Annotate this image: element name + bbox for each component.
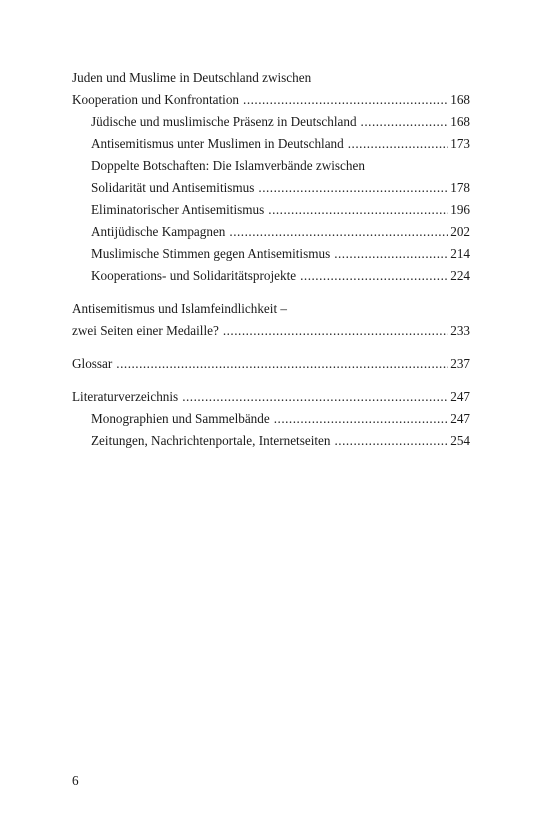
toc-entry-title-line: Eliminatorischer Antisemitismus — [91, 202, 265, 217]
toc-entry[interactable] — [72, 133, 470, 155]
toc-entry-title-line: Monographien und Sammelbände — [91, 411, 270, 426]
table-of-contents — [72, 67, 470, 452]
toc-entry-title-line: Muslimische Stimmen gegen Antisemitismus — [91, 246, 331, 261]
toc-entry-title-line: Antisemitismus unter Muslimen in Deutschland — [91, 136, 344, 151]
toc-page-number: 196 — [450, 202, 470, 217]
dot-leader — [229, 221, 448, 243]
toc-entry-title-line: Glossar — [72, 356, 113, 371]
toc-entry-title-line: Doppelte Botschaften: Die Islamverbände zwischen — [91, 158, 365, 173]
toc-entry-title-line: Kooperations- und Solidaritätsprojekte — [91, 268, 297, 283]
toc-entry-title-line: Solidarität und Antisemitismus — [91, 180, 255, 195]
toc-entry-title-line: Juden und Muslime in Deutschland zwischen — [72, 70, 312, 85]
dot-leader — [116, 353, 448, 375]
toc-entry-title-line: zwei Seiten einer Medaille? — [72, 323, 219, 338]
toc-page-number: 178 — [450, 180, 470, 195]
toc-page-number: 254 — [450, 433, 470, 448]
dot-leader — [268, 199, 448, 221]
dot-leader — [348, 133, 448, 155]
toc-entry-title-line: Jüdische und muslimische Präsenz in Deutschland — [91, 114, 357, 129]
toc-entry[interactable] — [72, 199, 470, 221]
toc-entry[interactable] — [72, 67, 470, 111]
toc-entry-title-line: Antijüdische Kampagnen — [91, 224, 226, 239]
toc-page-number: 247 — [450, 389, 470, 404]
toc-entry[interactable] — [72, 386, 470, 408]
toc-entry-title-line: Kooperation und Konfrontation — [72, 92, 240, 107]
toc-page-number: 168 — [450, 92, 470, 107]
dot-leader — [182, 386, 448, 408]
toc-page-number: 233 — [450, 323, 470, 338]
toc-entry[interactable] — [72, 408, 470, 430]
toc-entry[interactable] — [72, 298, 470, 342]
toc-entry[interactable] — [72, 111, 470, 133]
dot-leader — [334, 243, 448, 265]
toc-page-number: 247 — [450, 411, 470, 426]
dot-leader — [334, 430, 448, 452]
toc-page-number: 173 — [450, 136, 470, 151]
toc-page-number: 214 — [450, 246, 470, 261]
dot-leader — [361, 111, 449, 133]
toc-entry-title-line: Literaturverzeichnis — [72, 389, 179, 404]
dot-leader — [274, 408, 448, 430]
toc-entry[interactable] — [72, 353, 470, 375]
toc-page-number: 202 — [450, 224, 470, 239]
dot-leader — [300, 265, 448, 287]
toc-entry[interactable] — [72, 430, 470, 452]
page-number: 6 — [72, 773, 79, 788]
toc-page-number: 224 — [450, 268, 470, 283]
toc-entry-title-line: Zeitungen, Nachrichtenportale, Internetseiten — [91, 433, 331, 448]
dot-leader — [223, 320, 448, 342]
toc-entry[interactable] — [72, 155, 470, 199]
toc-entry[interactable] — [72, 243, 470, 265]
toc-entry[interactable] — [72, 265, 470, 287]
toc-page-number: 237 — [450, 356, 470, 371]
dot-leader — [243, 89, 448, 111]
toc-entry-title-line: Antisemitismus und Islamfeindlichkeit – — [72, 301, 288, 316]
dot-leader — [258, 177, 448, 199]
toc-entry[interactable] — [72, 221, 470, 243]
toc-page-number: 168 — [450, 114, 470, 129]
